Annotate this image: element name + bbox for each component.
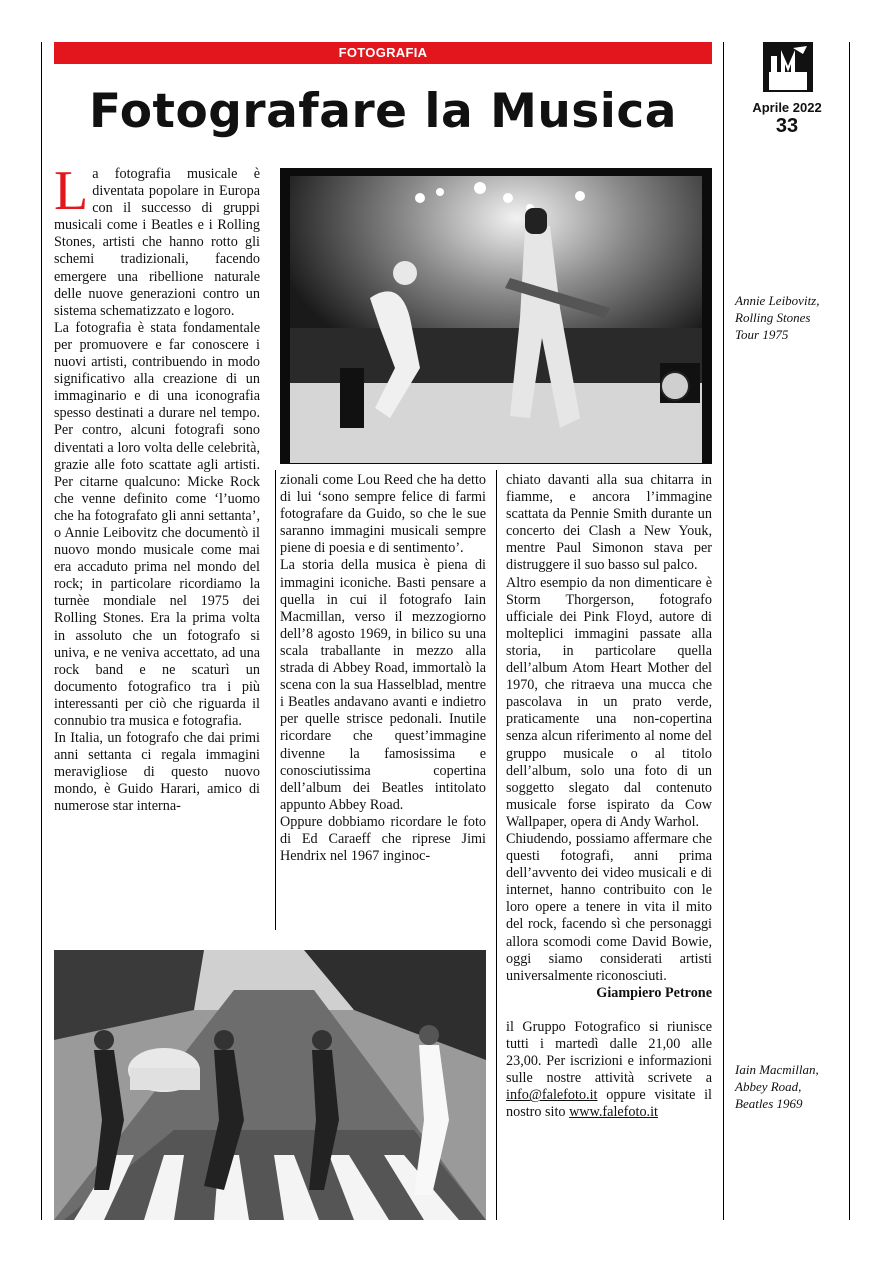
right-main-rule	[723, 42, 724, 1220]
column-rule-1	[275, 470, 276, 930]
magazine-logo-icon	[763, 42, 813, 92]
article-column-2	[280, 472, 486, 865]
left-border-rule	[41, 42, 42, 1220]
article-column-1	[54, 160, 260, 816]
intro-paragraph: La fotografia musicale è diventata popolare in Europa con il successo di gruppi musicali come i Beatles e i Rolling Stones, artisti che hanno rotto gli schemi tradizionali, facendo emergere una ribellione naturale delle nuove generazioni contro un sistema schematizzato e logoro.	[54, 160, 260, 319]
drop-cap: L	[54, 160, 89, 222]
paragraph: zionali come Lou Reed che ha detto di lui ‘sono sempre felice di farmi fotografare da Guido, so che le sue saranno immagini musicali sempre piene di poesia e di sentimento’.	[280, 472, 486, 557]
rolling-stones-concert-photo	[280, 168, 712, 464]
paragraph: La storia della musica è piena di immagini iconiche. Basti pensare a quella in cui il fotografo Iain Macmillan, verso il mezzogiorno dell’8 agosto 1969, in bilico su una scala traballante in mezzo alla strada di Abbey Road, immortalò la scena con la sua Hasselblad, mentre i Beatles andavano avanti e indietro per quelle strisce pedonali. Inutile ricordare che quest’immagine divenne la famosissima e conosciutissima copertina dell’album dei Beatles intitolato appunto Abbey Road.	[280, 557, 486, 813]
section-banner: FOTOGRAFIA	[54, 42, 712, 64]
caption-abbey-road: Iain Macmillan, Abbey Road, Beatles 1969	[735, 1062, 819, 1111]
page-number: 33	[775, 115, 799, 137]
paragraph: La fotografia è stata fondamentale per promuovere e far conoscere i nuovi artisti, contribuendo in modo significativo alla creazione di un immaginario e di una iconografia spesso destinati a durare nel tempo. Per contro, alcuni fotografi sono diventati a loro volta delle celebrità, grazie alle foto scattate agli artisti. Per citarne qualcuno: Micke Rock che venne definito come ‘l’uomo che ha fotografato gli anni settanta’, o Annie Leibovitz che documentò il nuovo mondo musicale come mai era accaduto prima nel mondo del rock; in particolare ricordiamo la turnèe mondiale nel 1975 dei Rolling Stones. Era la prima volta in assoluto che un fotografo si univa, e ne veniva accettato, ad una rock band e ne scaturì un documento fotografico tra i più interessanti per ciò che riguarda il connubio tra musica e fotografia.	[54, 319, 260, 729]
column-rule-2	[496, 470, 497, 1220]
paragraph: Oppure dobbiamo ricordare le foto di Ed Caraeff che riprese Jimi Hendrix nel 1967 inginoc-	[280, 813, 486, 865]
email-link[interactable]: info@falefoto.it	[506, 1087, 598, 1104]
article-title: Fotografare la Musica	[89, 84, 677, 139]
club-info: il Gruppo Fotografico si riunisce tutti i martedì dalle 21,00 alle 23,00. Per iscrizioni e informazioni sulle nostre attività scrivete a info@falefoto.it oppure visitate il nostro sito www.falefoto.it	[506, 1018, 713, 1121]
website-link[interactable]: www.falefoto.it	[569, 1104, 658, 1121]
caption-rolling-stones: Annie Leibovitz, Rolling Stones Tour 1975	[735, 293, 820, 342]
article-column-3	[506, 472, 712, 1121]
paragraph: In Italia, un fotografo che dai primi anni settanta ci regala immagini meravigliose di questo nuovo mondo, è Guido Harari, amico di numerose star interna-	[54, 730, 260, 815]
abbey-road-photo	[54, 950, 486, 1220]
paragraph: Chiudendo, possiamo affermare che questi fotografi, anni prima dell’avvento dei video musicali e di internet, hanno contribuito con le loro opere a tenere in vita il mito del rock, facendo sì che personaggi allora scomodi come David Bowie, oggi siamo considerati artisti universalmente riconosciuti.	[506, 830, 712, 984]
paragraph: chiato davanti alla sua chitarra in fiamme, e ancora l’immagine scattata da Pennie Smith durante un concerto dei Clash a New Youk, mentre Paul Simonon stava per distruggere il suo basso sul palco.	[506, 472, 712, 574]
right-outer-rule	[849, 42, 850, 1220]
issue-month: Aprile 2022	[752, 100, 822, 115]
paragraph: Altro esempio da non dimenticare è Storm Thorgerson, fotografo ufficiale dei Pink Floyd, autore di molteplici immagini passate alla storia, in particolare quella dell’album Atom Heart Mother del 1970, che ritraeva una mucca che pascolava in un prato verde, praticamente una non-copertina senza alcun riferimento al nome del gruppo musicale o al titolo dell’album, solo una foto di un soggetto slegato dal contenuto musicale forse ispirato da Cow Wallpaper, opera di Andy Warhol.	[506, 574, 712, 830]
author-signature: Giampiero Petrone	[596, 984, 712, 1001]
